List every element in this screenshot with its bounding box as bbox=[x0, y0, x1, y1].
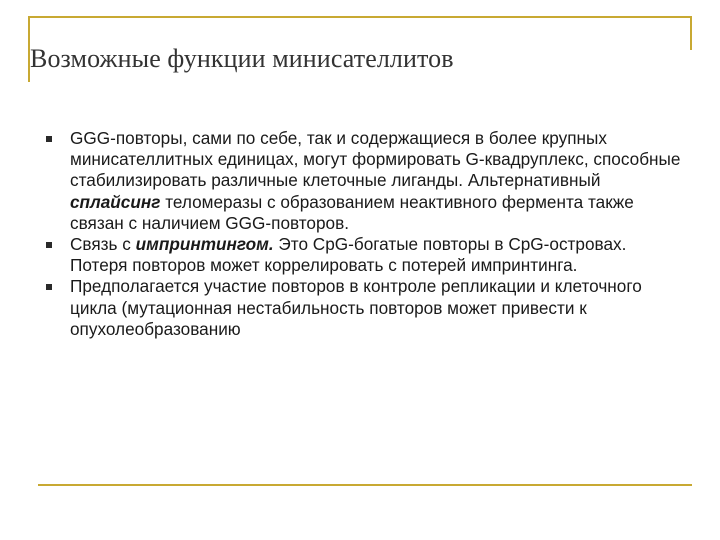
bullet-list bbox=[46, 128, 686, 340]
bullet-text-emphasis: сплайсинг bbox=[70, 191, 161, 212]
square-bullet-icon bbox=[46, 242, 52, 248]
bullet-text-emphasis: импринтингом. bbox=[135, 234, 274, 255]
frame-bottom-line bbox=[38, 484, 692, 486]
frame-top-line bbox=[28, 16, 692, 18]
bullet-item bbox=[46, 128, 686, 234]
square-bullet-icon bbox=[46, 284, 52, 290]
slide-title: Возможные функции минисателлитов bbox=[30, 44, 454, 73]
bullet-text-after: теломеразы с образованием неактивного фермента также связан с наличием GGG-повторов. bbox=[70, 191, 634, 233]
bullet-text-before: GGG-повторы, сами по себе, так и содержащиеся в более крупных минисателлитных единицах, могут формировать G-квадруплекс, способные стабилизировать различные клеточные лиганды. Альтернативный bbox=[70, 128, 681, 191]
bullet-item bbox=[46, 234, 686, 276]
bullet-text-before: Предполагается участие повторов в контроле репликации и клеточного цикла (мутационная нестабильность повторов может привести к опухолеобразованию bbox=[70, 276, 642, 339]
square-bullet-icon bbox=[46, 136, 52, 142]
bullet-item bbox=[46, 276, 686, 340]
frame-right-line bbox=[690, 16, 692, 50]
bullet-text-after: Это CpG-богатые повторы в CpG-островах. Потеря повторов может коррелировать с потерей импринтинга. bbox=[70, 234, 627, 276]
bullet-text-before: Связь с bbox=[70, 234, 136, 255]
